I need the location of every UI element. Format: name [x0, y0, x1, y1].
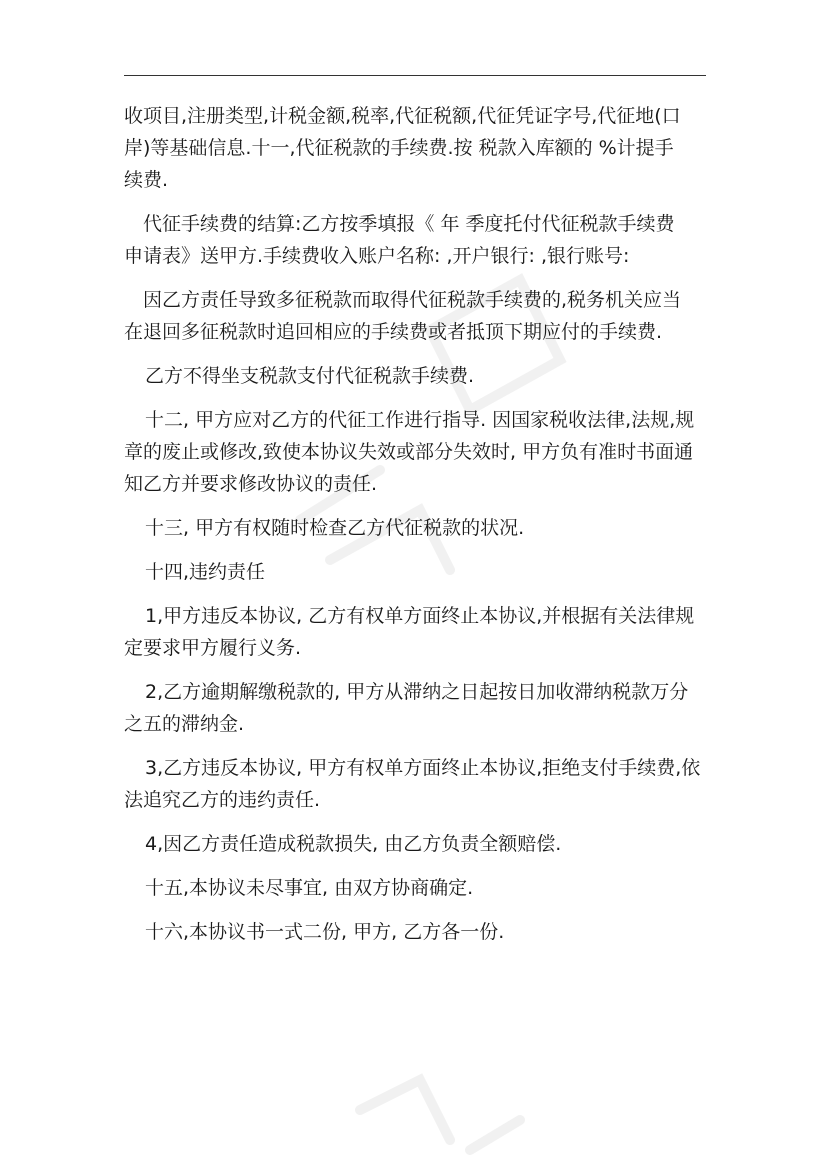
text-line: 续费. [124, 169, 169, 191]
text-line: 在退回多征税款时追回相应的手续费或者抵顶下期应付的手续费. [124, 321, 663, 343]
text-line: 十四,违约责任 [145, 561, 266, 583]
header-rule [124, 75, 706, 76]
text-line: 代征手续费的结算:乙方按季填报《 年 季度托付代征税款手续费 [143, 213, 675, 235]
text-line: 4,因乙方责任造成税款损失, 由乙方负责全额赔偿. [145, 833, 562, 855]
text-line: 法追究乙方的违约责任. [124, 789, 321, 811]
text-line: 1,甲方违反本协议, 乙方有权单方面终止本协议,并根据有关法律规 [145, 605, 695, 627]
text-line: 十五,本协议未尽事宜, 由双方协商确定. [145, 877, 474, 899]
text-line: 岸)等基础信息.十一,代征税款的手续费.按 税款入库额的 %计提手 [124, 137, 674, 159]
text-line: 收项目,注册类型,计税金额,税率,代征税额,代征凭证字号,代征地(口 [124, 105, 681, 127]
paragraph-4 [124, 360, 710, 392]
paragraph-8 [124, 600, 710, 664]
text-line: 3,乙方违反本协议, 甲方有权单方面终止本协议,拒绝支付手续费,依 [145, 757, 701, 779]
text-line: 章的废止或修改,致使本协议失效或部分失效时, 甲方负有准时书面通 [124, 441, 694, 463]
paragraph-10 [124, 752, 710, 816]
text-line: 之五的滞纳金. [124, 713, 245, 735]
text-line: 2,乙方逾期解缴税款的, 甲方从滞纳之日起按日加收滞纳税款万分 [145, 681, 689, 703]
paragraph-12 [124, 872, 710, 904]
paragraph-2 [124, 208, 710, 272]
text-line: 乙方不得坐支税款支付代征税款手续费. [145, 365, 475, 387]
text-line: 因乙方责任导致多征税款而取得代征税款手续费的,税务机关应当 [143, 289, 682, 311]
text-line: 十二, 甲方应对乙方的代征工作进行指导. 因国家税收法律,法规,规 [145, 409, 695, 431]
paragraph-13 [124, 916, 710, 948]
paragraph-9 [124, 676, 710, 740]
text-line: 十六,本协议书一式二份, 甲方, 乙方各一份. [145, 921, 505, 943]
paragraph-5 [124, 404, 710, 500]
paragraph-6 [124, 512, 710, 544]
paragraph-3 [124, 284, 710, 348]
text-line: 知乙方并要求修改协议的责任. [124, 473, 378, 495]
text-line: 申请表》送甲方.手续费收入账户名称: ,开户银行: ,银行账号: [124, 245, 630, 267]
paragraph-7 [124, 556, 710, 588]
body-text [124, 100, 710, 960]
text-line: 定要求甲方履行义务. [124, 637, 302, 659]
text-line: 十三, 甲方有权随时检查乙方代征税款的状况. [145, 517, 525, 539]
paragraph-1 [124, 100, 710, 196]
paragraph-11 [124, 828, 710, 860]
